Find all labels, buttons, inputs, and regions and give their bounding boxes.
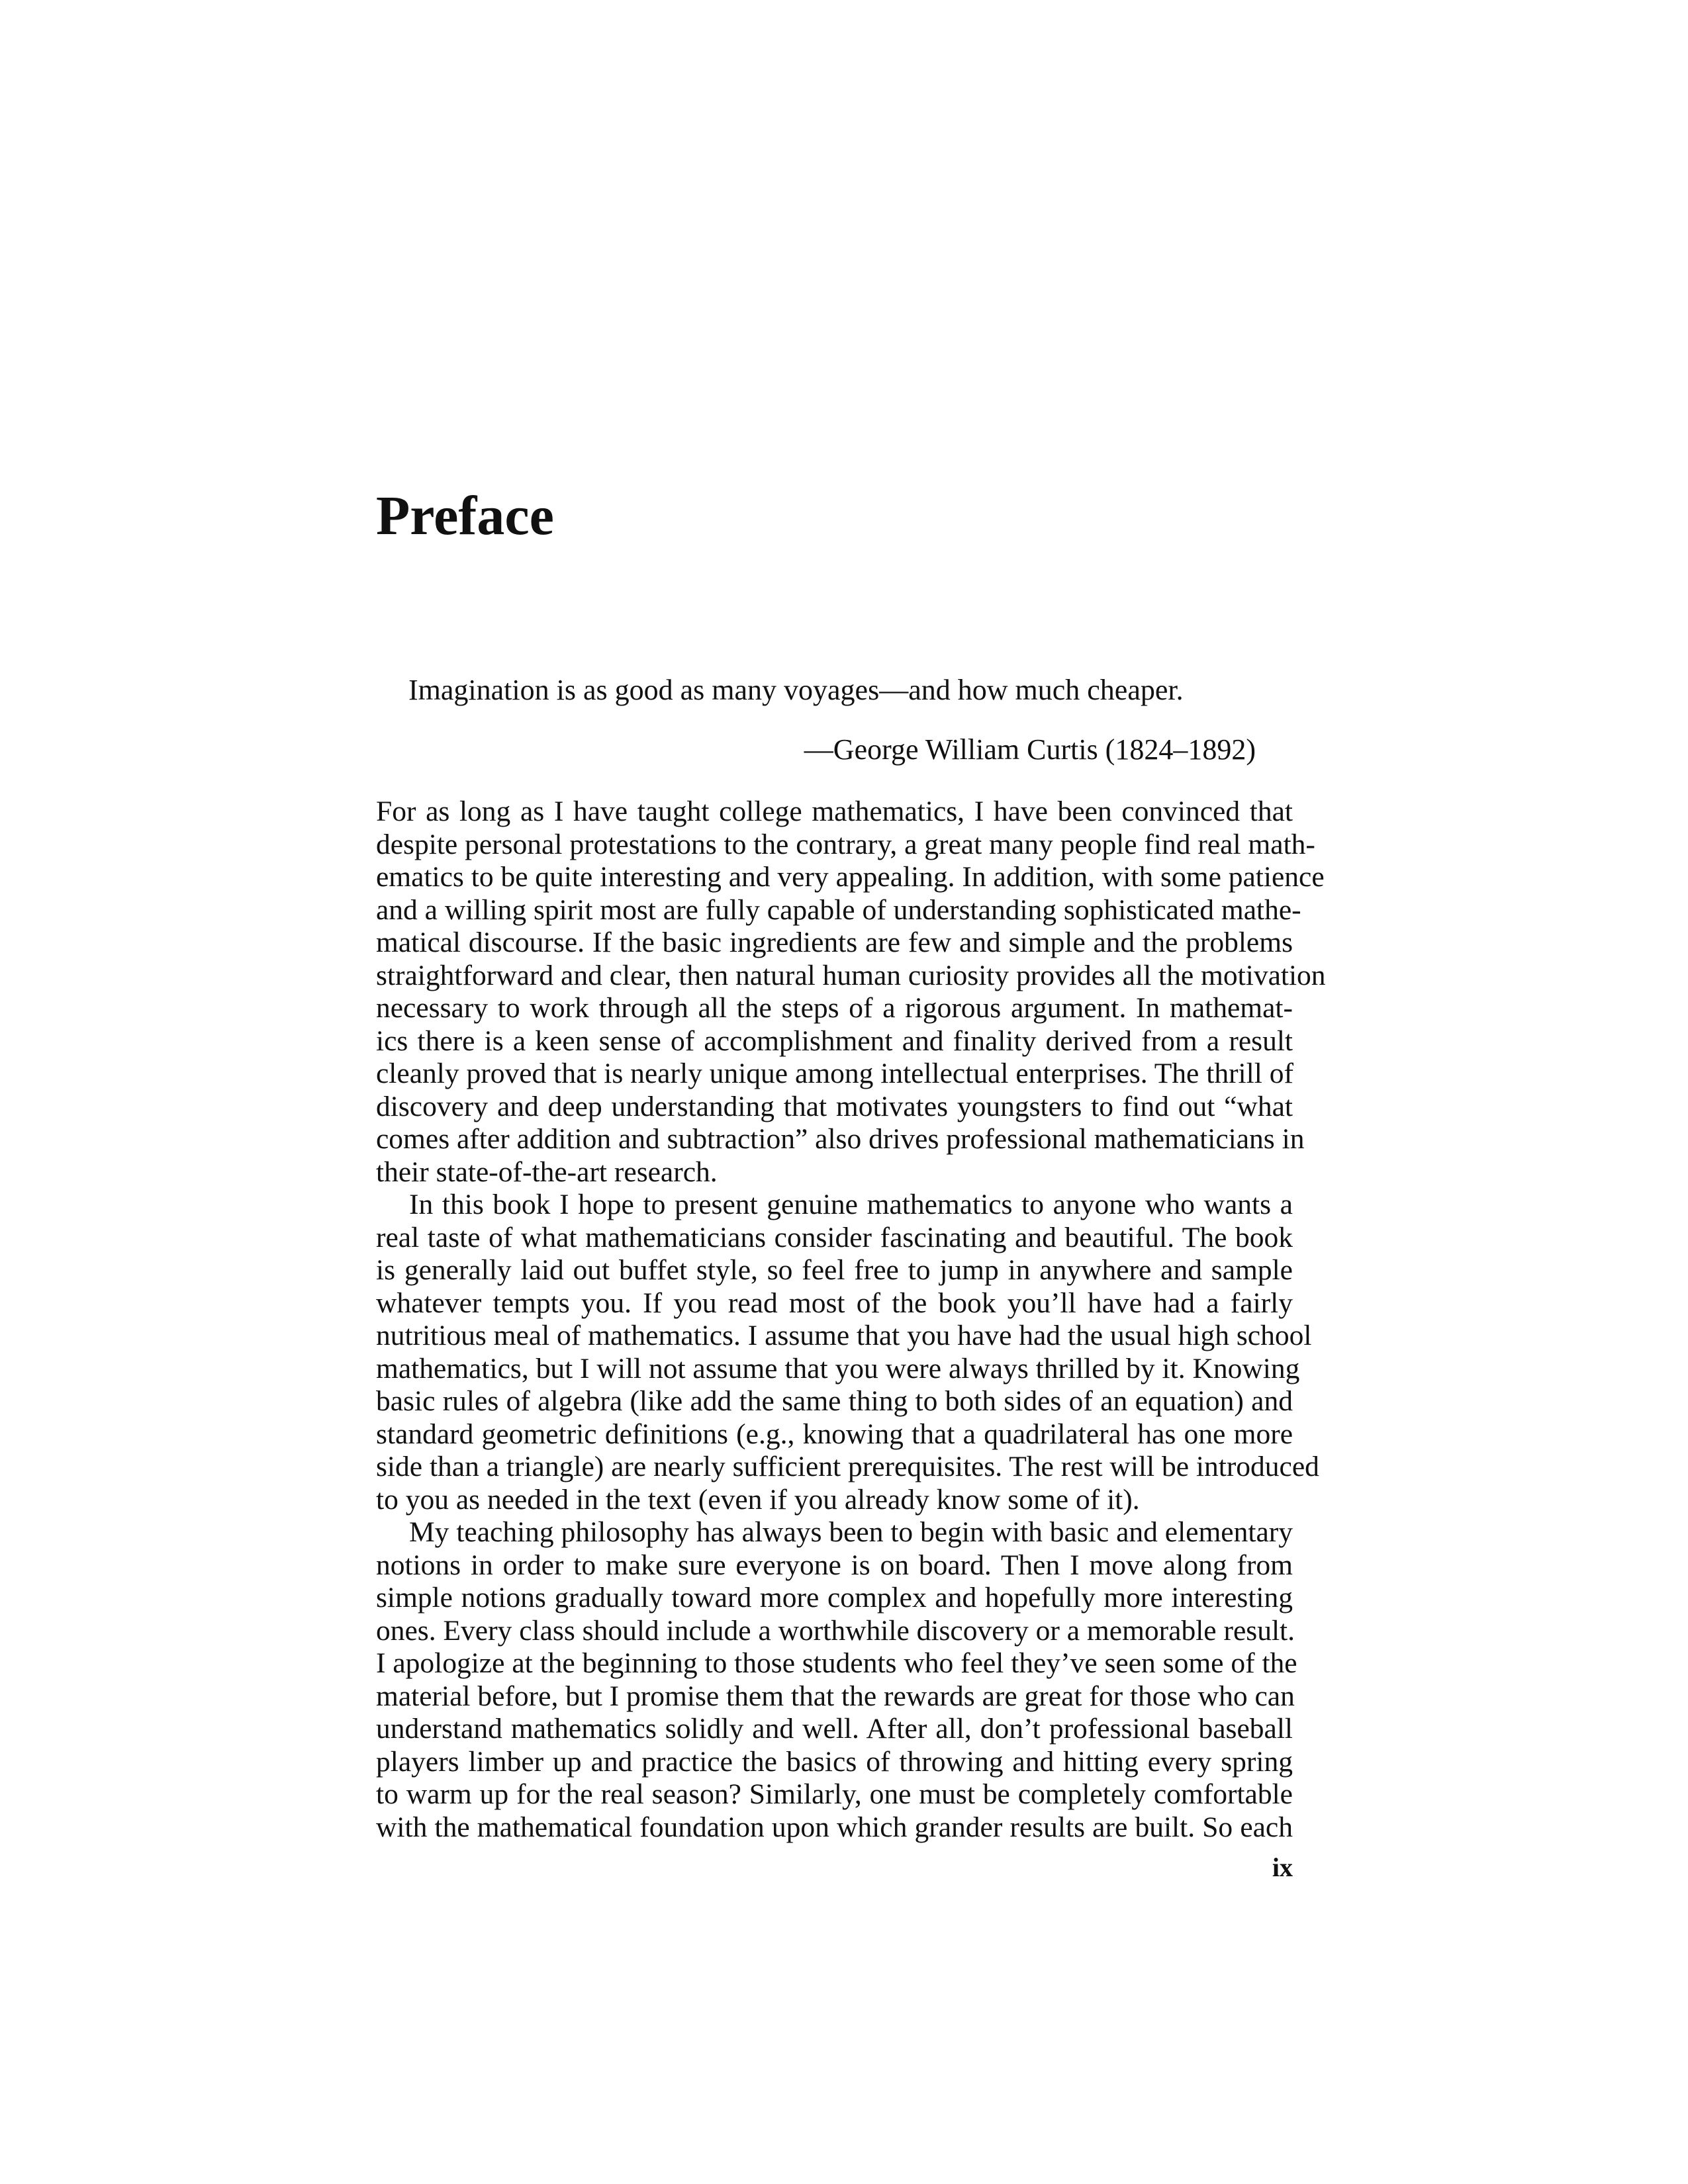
paragraph-3 [376,1516,1297,1844]
text-line: standard geometric definitions (e.g., knowing that a quadrilateral has one more [376,1418,1293,1450]
text-line: to you as needed in the text (even if you already know some of it). [376,1483,1140,1516]
text-line: basic rules of algebra (like add the same thing to both sides of an equation) and [376,1385,1293,1417]
text-line: discovery and deep understanding that motivates youngsters to find out “what [376,1090,1293,1122]
text-line: and a willing spirit most are fully capable of understanding sophisticated mathe- [376,893,1301,926]
text-line: is generally laid out buffet style, so feel free to jump in anywhere and sample [376,1254,1293,1286]
text-line: side than a triangle) are nearly sufficient prerequisites. The rest will be introduced [376,1451,1319,1482]
text-line: despite personal protestations to the contrary, a great many people find real math- [376,828,1315,860]
text-line: ics there is a keen sense of accomplishment and finality derived from a result [376,1024,1293,1057]
text-line: to warm up for the real season? Similarly, one must be completely comfortable [376,1778,1293,1810]
text-line: ematics to be quite interesting and very appealing. In addition, with some patience [376,861,1325,893]
epigraph [408,672,1256,768]
text-line: whatever tempts you. If you read most of the book you’ll have had a fairly [376,1287,1293,1319]
text-line: mathematics, but I will not assume that you were always thrilled by it. Knowing [376,1352,1300,1385]
text-line: For as long as I have taught college mathematics, I have been convinced that [376,796,1293,827]
paragraph-2 [376,1189,1319,1516]
text-line: simple notions gradually toward more complex and hopefully more interesting [376,1582,1293,1614]
text-line: real taste of what mathematicians consider fascinating and beautiful. The book [376,1221,1293,1253]
text-line: comes after addition and subtraction” also drives professional mathematicians in [376,1123,1305,1155]
body-text [376,796,1326,1844]
text-line: necessary to work through all the steps of a rigorous argument. In mathemat- [376,992,1293,1024]
text-line: players limber up and practice the basics of throwing and hitting every spring [376,1745,1293,1778]
text-line: with the mathematical foundation upon which grander results are built. So each [376,1811,1293,1843]
text-line: their state-of-the-art research. [376,1156,718,1188]
text-line: ones. Every class should include a worthwhile discovery or a memorable result. [376,1614,1295,1647]
text-line: cleanly proved that is nearly unique among intellectual enterprises. The thrill of [376,1058,1293,1089]
text-line: In this book I hope to present genuine mathematics to anyone who wants a [409,1189,1293,1220]
text-line: nutritious meal of mathematics. I assume that you have had the usual high school [376,1320,1312,1351]
chapter-title: Preface [376,485,554,547]
text-line: My teaching philosophy has always been to begin with basic and elementary [409,1516,1293,1548]
text-line: notions in order to make sure everyone is on board. Then I move along from [376,1549,1293,1581]
epigraph-attribution: —George William Curtis (1824–1892) [804,733,1256,766]
text-line: I apologize at the beginning to those students who feel they’ve seen some of the [376,1647,1297,1679]
text-line: material before, but I promise them that the rewards are great for those who can [376,1680,1295,1712]
text-line: understand mathematics solidly and well. After all, don’t professional baseball [376,1713,1293,1745]
page-number: ix [1272,1852,1293,1882]
text-line: straightforward and clear, then natural human curiosity provides all the motivation [376,959,1326,991]
paragraph-1 [376,796,1326,1189]
epigraph-quote: Imagination is as good as many voyages—and how much cheaper. [408,674,1184,706]
text-line: matical discourse. If the basic ingredients are few and simple and the problems [376,927,1293,958]
